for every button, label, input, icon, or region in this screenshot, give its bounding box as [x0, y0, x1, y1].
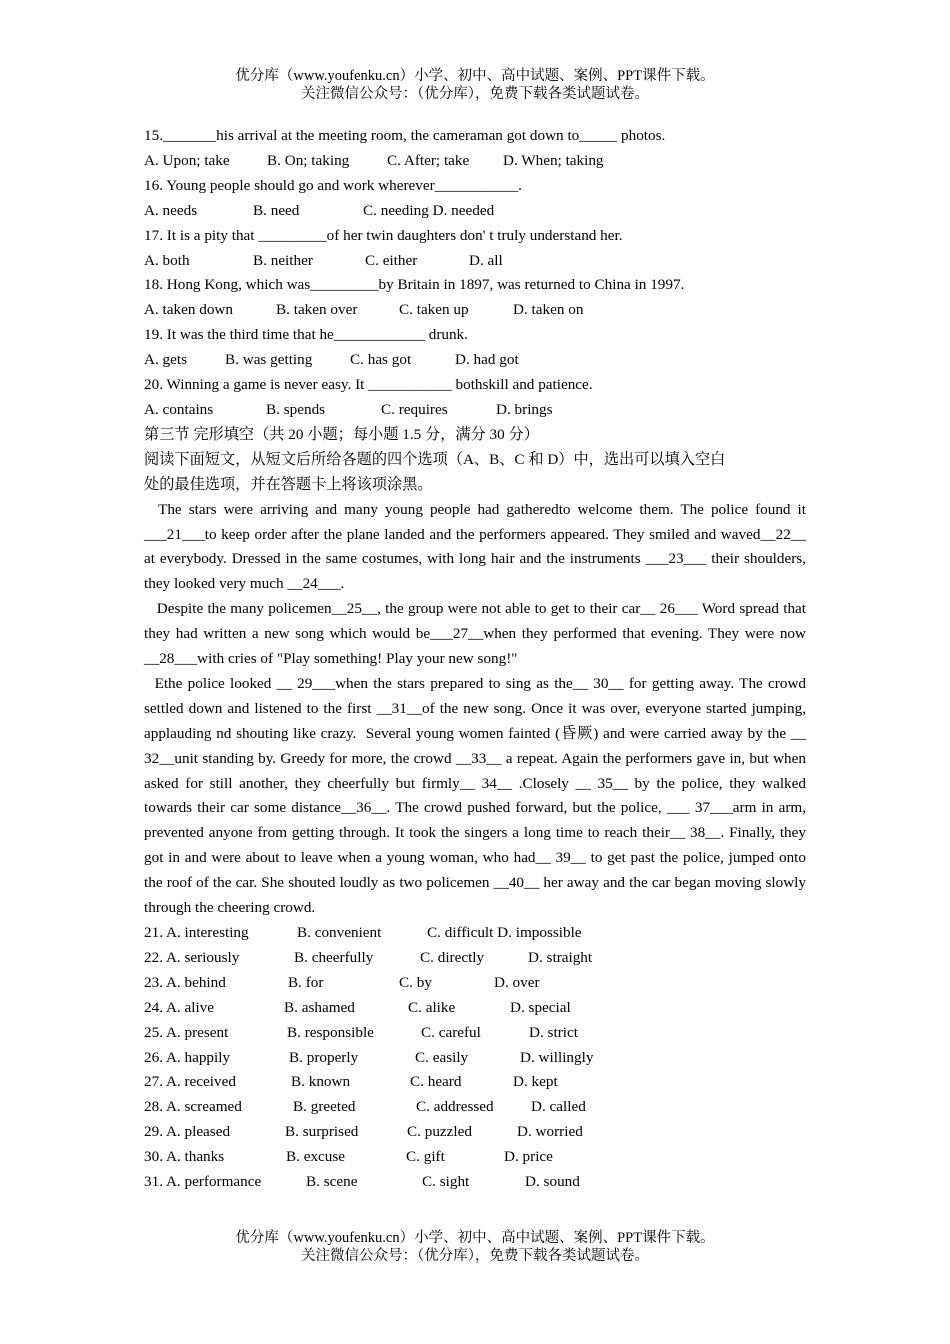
option: D. sound	[525, 1173, 580, 1191]
option: A. contains	[144, 400, 214, 418]
footer-line-1: 优分库（www.youfenku.cn）小学、初中、高中试题、案例、PPT课件下载。	[235, 1230, 715, 1246]
option: D. When; taking	[503, 151, 604, 169]
option: C. has got	[350, 351, 412, 369]
cloze-question	[144, 1170, 806, 1195]
option: B. cheerfully	[294, 948, 374, 966]
option: B. known	[291, 1073, 351, 1091]
footer-line-2: 关注微信公众号：（优分库），免费下载各类试题试卷。	[301, 1248, 649, 1264]
option: C. difficult D. impossible	[427, 924, 582, 941]
option: C. needing D. needed	[363, 201, 495, 219]
option: 29. A. pleased	[144, 1123, 231, 1141]
option: C. heard	[410, 1073, 462, 1091]
option: C. alike	[408, 998, 456, 1016]
question-options	[144, 199, 806, 224]
option: B. scene	[306, 1173, 358, 1191]
option: B. greeted	[293, 1098, 356, 1116]
option: C. puzzled	[407, 1123, 472, 1141]
page-header	[0, 67, 950, 103]
question-stem: 18. Hong Kong, which was_________by Britain in 1897, was returned to China in 1997.	[144, 276, 685, 294]
option: D. price	[504, 1148, 553, 1166]
option: A. needs	[144, 201, 198, 219]
cloze-question	[144, 1021, 806, 1046]
passage-paragraph: Despite the many policemen__25__, the group were not able to get to their car__ 26___ Word spread that they had written a new song which would be___27__when they performed that evening. They were now __28___with cries of "Play something! Play your new song!"	[144, 600, 810, 668]
question-options	[144, 149, 806, 174]
option: B. surprised	[285, 1123, 359, 1141]
option: C. taken up	[399, 301, 469, 319]
option: 24. A. alive	[144, 998, 215, 1016]
option: D. worried	[517, 1123, 583, 1141]
option: 22. A. seriously	[144, 948, 240, 966]
cloze-question	[144, 1070, 806, 1095]
exam-content	[144, 124, 810, 1195]
option: D. special	[510, 998, 571, 1016]
option: D. straight	[528, 948, 593, 966]
option: C. requires	[381, 400, 448, 418]
page-footer	[0, 1229, 950, 1265]
option: 26. A. happily	[144, 1048, 231, 1066]
cloze-question	[144, 946, 806, 971]
cloze-question	[144, 996, 806, 1021]
option: D. strict	[529, 1023, 578, 1041]
cloze-question	[144, 971, 806, 996]
question-stem: 15._______his arrival at the meeting room, the cameraman got down to_____ photos.	[144, 127, 666, 144]
option: C. gift	[406, 1148, 445, 1166]
option: A. Upon; take	[144, 151, 230, 169]
option: C. careful	[421, 1023, 481, 1041]
option: D. taken on	[513, 301, 584, 319]
question-stem: 20. Winning a game is never easy. It ___________ bothskill and patience.	[144, 376, 593, 394]
option: B. for	[288, 973, 324, 991]
header-line-1: 优分库（www.youfenku.cn）小学、初中、高中试题、案例、PPT课件下载。	[235, 68, 715, 84]
question-options	[144, 249, 806, 274]
option: C. by	[399, 973, 432, 991]
option: D. over	[494, 973, 540, 991]
option: B. taken over	[276, 301, 358, 319]
option: B. excuse	[286, 1148, 346, 1166]
cloze-question	[144, 1145, 806, 1170]
option: C. either	[365, 251, 418, 269]
option: D. kept	[513, 1073, 558, 1091]
option: D. willingly	[520, 1048, 594, 1066]
option: 31. A. performance	[144, 1173, 262, 1191]
option: B. neither	[253, 251, 313, 269]
option: B. properly	[289, 1048, 359, 1066]
passage-paragraph: The stars were arriving and many young people had gatheredto welcome them. The police found it ___21___to keep order after the plane landed and the performers appeared. They smiled and waved__22__ at everybody. Dressed in the same costumes, with long hair and the instruments ___23___ their shoulders, they looked very much __24___.	[144, 500, 810, 593]
option: D. had got	[455, 351, 519, 369]
header-line-2: 关注微信公众号：（优分库），免费下载各类试题试卷。	[301, 86, 649, 102]
option: C. easily	[415, 1048, 469, 1066]
option: B. On; taking	[267, 151, 350, 169]
option: 28. A. screamed	[144, 1098, 242, 1116]
option: B. need	[253, 201, 300, 219]
option: 21. A. interesting	[144, 924, 249, 941]
question-stem: 17. It is a pity that _________of her twin daughters don' t truly understand her.	[144, 226, 623, 244]
option: C. After; take	[387, 151, 470, 169]
option: C. sight	[422, 1173, 470, 1191]
option: B. ashamed	[284, 998, 355, 1016]
option: C. directly	[420, 948, 485, 966]
cloze-question	[144, 1046, 806, 1071]
option: B. was getting	[225, 351, 313, 369]
question-options	[144, 298, 806, 323]
option: B. responsible	[287, 1023, 374, 1041]
question-stem: 19. It was the third time that he____________ drunk.	[144, 326, 468, 344]
option: B. spends	[266, 400, 326, 418]
option: 23. A. behind	[144, 973, 226, 991]
option: A. both	[144, 251, 190, 269]
option: D. called	[531, 1098, 586, 1116]
section-instruction: 阅读下面短文，从短文后所给各题的四个选项（A、B、C 和 D）中，选出可以填入空白	[144, 450, 726, 468]
question-options	[144, 348, 806, 373]
passage-paragraph: Ethe police looked __ 29___when the stars prepared to sing as the__ 30__ for getting away. The crowd settled down and listened to the first __31__of the new song. Once it was over, everyone started jumping, applauding nd shouting like crazy. Several young women fainted (昏厥) and were carried away by the __ 32__unit standing by. Greedy for more, the crowd __33__ a repeat. Again the performers gave in, but when asked for still another, they cheerfully but firmly__ 34__ .Closely __ 35__ by the police, they walked towards their car some distance__36__. The crowd pushed forward, but the police, ___ 37___arm in arm, prevented anyone from getting through. It took the singers a long time to reach their__ 38__. Finally, they got in and were about to leave when a young woman, who had__ 39__ to get past the police, jumped onto the roof of the car. She shouted loudly as two policemen __40__ her away and the car began moving slowly through the cheering crowd.	[144, 674, 810, 917]
option: D. brings	[496, 400, 553, 418]
option: 30. A. thanks	[144, 1148, 225, 1166]
option: B. convenient	[297, 924, 382, 941]
cloze-question	[144, 1120, 806, 1145]
option: C. addressed	[416, 1098, 494, 1116]
section-title: 第三节 完形填空（共 20 小题；每小题 1.5 分，满分 30 分）	[144, 425, 539, 443]
option: A. gets	[144, 351, 188, 369]
cloze-question	[144, 921, 806, 946]
option: 27. A. received	[144, 1073, 236, 1091]
section-instruction: 处的最佳选项，并在答题卡上将该项涂黑。	[144, 475, 433, 493]
question-options	[144, 398, 806, 423]
cloze-question	[144, 1095, 806, 1120]
option: 25. A. present	[144, 1023, 229, 1041]
option: A. taken down	[144, 301, 233, 319]
option: D. all	[469, 251, 503, 269]
question-stem: 16. Young people should go and work wherever___________.	[144, 176, 522, 194]
